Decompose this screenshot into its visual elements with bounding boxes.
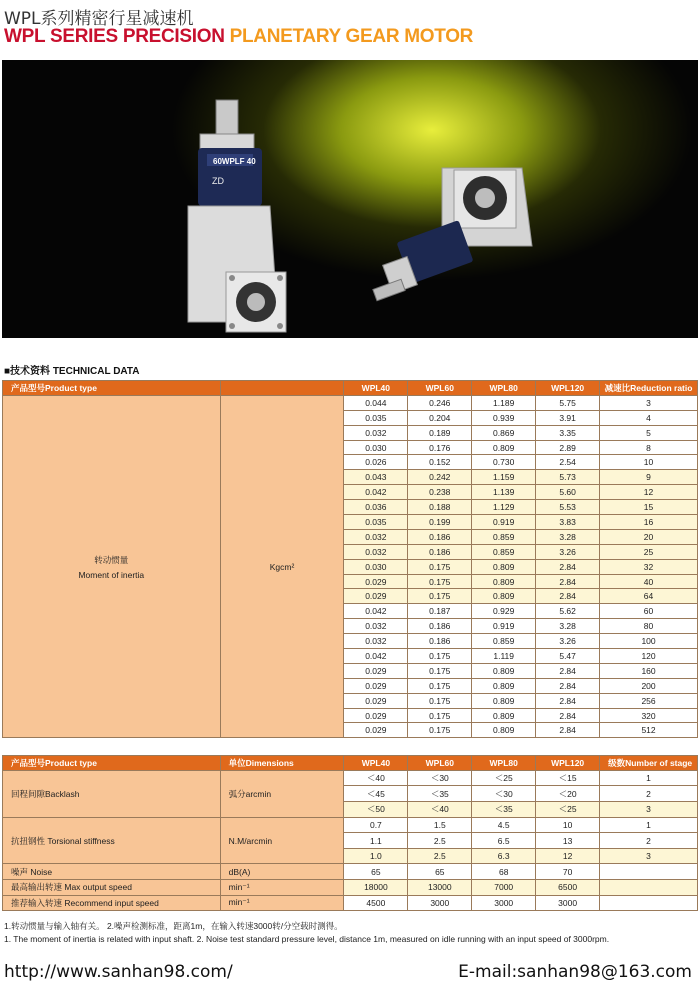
table-cell: ＜15 bbox=[536, 770, 600, 786]
table-cell: 0.859 bbox=[472, 529, 536, 544]
header-wpl80: WPL80 bbox=[472, 756, 536, 771]
header-wpl80: WPL80 bbox=[472, 381, 536, 396]
table-cell: 0.7 bbox=[344, 817, 408, 833]
note-cn: 1.转动惯量与输入轴有关。 2.噪声检测标准，距离1m，在输入转速3000转/分空载时测得。 bbox=[4, 921, 343, 931]
table-cell: 0.859 bbox=[472, 544, 536, 559]
row-unit-backlash: 弧分arcmin bbox=[220, 770, 344, 817]
footnotes bbox=[4, 920, 609, 946]
table-cell: 4.5 bbox=[472, 817, 536, 833]
table-cell: 3000 bbox=[408, 895, 472, 911]
table-cell: 0.032 bbox=[344, 619, 408, 634]
table-cell: 0.032 bbox=[344, 529, 408, 544]
table-cell: 3.26 bbox=[536, 634, 600, 649]
page-title-cn: WPL系列精密行星减速机 bbox=[4, 9, 194, 29]
header-wpl120: WPL120 bbox=[536, 381, 600, 396]
table-cell: 0.809 bbox=[472, 589, 536, 604]
reduction-ratio-cell: 4 bbox=[600, 410, 698, 425]
table-cell: 0.187 bbox=[408, 604, 472, 619]
row-label-cn: 转动惯量 bbox=[94, 554, 129, 565]
reduction-ratio-cell: 20 bbox=[600, 529, 698, 544]
table-cell: 0.238 bbox=[408, 485, 472, 500]
table-cell: 3000 bbox=[536, 895, 600, 911]
table-cell: 0.859 bbox=[472, 634, 536, 649]
row-label-rec_speed: 推荐输入转速 Recommend input speed bbox=[3, 895, 221, 911]
header-reduction-ratio: 减速比Reduction ratio bbox=[600, 381, 698, 396]
table-cell: 3.83 bbox=[536, 515, 600, 530]
reduction-ratio-cell: 200 bbox=[600, 678, 698, 693]
table-cell: 1.159 bbox=[472, 470, 536, 485]
table-cell: 70 bbox=[536, 864, 600, 880]
contact-email[interactable]: E-mail:sanhan98@163.com bbox=[458, 962, 692, 982]
table-cell: 0.042 bbox=[344, 604, 408, 619]
reduction-ratio-cell: 320 bbox=[600, 708, 698, 723]
header-wpl60: WPL60 bbox=[408, 381, 472, 396]
table-cell: 18000 bbox=[344, 880, 408, 896]
header-wpl60: WPL60 bbox=[408, 756, 472, 771]
table-cell: 0.029 bbox=[344, 574, 408, 589]
reduction-ratio-cell: 60 bbox=[600, 604, 698, 619]
table-cell: ＜45 bbox=[344, 786, 408, 802]
table-cell: 0.869 bbox=[472, 425, 536, 440]
table-cell: 0.939 bbox=[472, 410, 536, 425]
table-cell: 6500 bbox=[536, 880, 600, 896]
table-cell: 0.188 bbox=[408, 500, 472, 515]
table-cell: 0.809 bbox=[472, 678, 536, 693]
row-label-backlash: 回程间隙Backlash bbox=[3, 770, 221, 817]
table-cell: 0.035 bbox=[344, 410, 408, 425]
table-cell: 0.175 bbox=[408, 559, 472, 574]
table-cell: 6.3 bbox=[472, 848, 536, 864]
table-row bbox=[3, 880, 698, 896]
table-cell: 0.186 bbox=[408, 544, 472, 559]
title-en-part1: WPL SERIES PRECISION bbox=[4, 26, 230, 47]
reduction-ratio-cell: 10 bbox=[600, 455, 698, 470]
table-cell: 2.84 bbox=[536, 708, 600, 723]
table-cell: 0.029 bbox=[344, 589, 408, 604]
row-unit-stiffness: N.M/arcmin bbox=[220, 817, 344, 864]
reduction-ratio-cell: 32 bbox=[600, 559, 698, 574]
table-cell: 0.199 bbox=[408, 515, 472, 530]
table-cell: 0.029 bbox=[344, 693, 408, 708]
table-row bbox=[3, 895, 698, 911]
table-cell: 5.53 bbox=[536, 500, 600, 515]
table-cell: 1.5 bbox=[408, 817, 472, 833]
table-cell: 3000 bbox=[472, 895, 536, 911]
note-en: 1. The moment of inertia is related with input shaft. 2. Noise test standard pressure level, distance 1m, measured on idle running with an input speed of 3000rpm. bbox=[4, 934, 610, 944]
table-cell: 0.042 bbox=[344, 649, 408, 664]
table-cell: 1.189 bbox=[472, 395, 536, 410]
table-cell: ＜30 bbox=[408, 770, 472, 786]
table-cell: 2.5 bbox=[408, 833, 472, 849]
gear-motor-illustration bbox=[2, 60, 698, 338]
table-cell: 1.1 bbox=[344, 833, 408, 849]
table-cell: 5.75 bbox=[536, 395, 600, 410]
section-heading: ■技术资料 TECHNICAL DATA bbox=[4, 366, 140, 377]
row-label-max_speed: 最高输出转速 Max output speed bbox=[3, 880, 221, 896]
table-cell: 65 bbox=[408, 864, 472, 880]
table-cell: ＜35 bbox=[408, 786, 472, 802]
reduction-ratio-cell: 16 bbox=[600, 515, 698, 530]
table-header-row bbox=[3, 756, 698, 771]
table-cell: 10 bbox=[536, 817, 600, 833]
header-blank bbox=[220, 381, 344, 396]
table-cell: ＜40 bbox=[408, 802, 472, 818]
reduction-ratio-cell: 40 bbox=[600, 574, 698, 589]
table-cell: 5.47 bbox=[536, 649, 600, 664]
table-cell: 0.186 bbox=[408, 619, 472, 634]
table-cell: 0.809 bbox=[472, 574, 536, 589]
table-cell: 0.036 bbox=[344, 500, 408, 515]
table-row bbox=[3, 817, 698, 833]
stage-cell-empty bbox=[600, 864, 698, 880]
table-cell: 0.929 bbox=[472, 604, 536, 619]
header-wpl40: WPL40 bbox=[344, 756, 408, 771]
row-unit-noise: dB(A) bbox=[220, 864, 344, 880]
table-cell: 2.84 bbox=[536, 589, 600, 604]
row-label-moment-of-inertia bbox=[3, 395, 221, 737]
table-cell: 2.54 bbox=[536, 455, 600, 470]
table-cell: 1.0 bbox=[344, 848, 408, 864]
table-cell: ＜25 bbox=[472, 770, 536, 786]
table-cell: 0.035 bbox=[344, 515, 408, 530]
header-wpl120: WPL120 bbox=[536, 756, 600, 771]
table-cell: 5.62 bbox=[536, 604, 600, 619]
table-header-row bbox=[3, 381, 698, 396]
header-dimensions: 单位Dimensions bbox=[220, 756, 344, 771]
reduction-ratio-cell: 160 bbox=[600, 663, 698, 678]
reduction-ratio-cell: 8 bbox=[600, 440, 698, 455]
stage-cell-empty bbox=[600, 880, 698, 896]
table-cell: 0.029 bbox=[344, 663, 408, 678]
reduction-ratio-cell: 5 bbox=[600, 425, 698, 440]
table-cell: 2.89 bbox=[536, 440, 600, 455]
row-unit: Kgcm² bbox=[220, 395, 344, 737]
table-cell: 0.175 bbox=[408, 723, 472, 738]
stage-cell: 2 bbox=[600, 833, 698, 849]
table-cell: 0.030 bbox=[344, 440, 408, 455]
table-cell: 0.809 bbox=[472, 708, 536, 723]
table-cell: 0.030 bbox=[344, 559, 408, 574]
stage-cell: 1 bbox=[600, 817, 698, 833]
table-cell: 3.35 bbox=[536, 425, 600, 440]
table-cell: 0.176 bbox=[408, 440, 472, 455]
table-cell: ＜30 bbox=[472, 786, 536, 802]
table-cell: 0.152 bbox=[408, 455, 472, 470]
table-cell: 2.84 bbox=[536, 574, 600, 589]
table-cell: 13 bbox=[536, 833, 600, 849]
table-cell: 1.119 bbox=[472, 649, 536, 664]
table-row bbox=[3, 395, 698, 410]
reduction-ratio-cell: 80 bbox=[600, 619, 698, 634]
table-cell: ＜50 bbox=[344, 802, 408, 818]
table-cell: 13000 bbox=[408, 880, 472, 896]
table-cell: 7000 bbox=[472, 880, 536, 896]
reduction-ratio-cell: 25 bbox=[600, 544, 698, 559]
table-cell: 0.204 bbox=[408, 410, 472, 425]
reduction-ratio-cell: 100 bbox=[600, 634, 698, 649]
table-row bbox=[3, 770, 698, 786]
table-cell: 0.189 bbox=[408, 425, 472, 440]
table-cell: ＜20 bbox=[536, 786, 600, 802]
table-cell: 0.186 bbox=[408, 634, 472, 649]
reduction-ratio-cell: 12 bbox=[600, 485, 698, 500]
row-label-en: Moment of inertia bbox=[78, 569, 145, 580]
table-cell: ＜40 bbox=[344, 770, 408, 786]
title-en-part2: PLANETARY GEAR MOTOR bbox=[229, 26, 474, 47]
table-cell: 2.84 bbox=[536, 693, 600, 708]
table-cell: 2.84 bbox=[536, 678, 600, 693]
table-cell: 0.029 bbox=[344, 678, 408, 693]
table-cell: 0.175 bbox=[408, 589, 472, 604]
table-cell: 0.029 bbox=[344, 708, 408, 723]
table-cell: 2.84 bbox=[536, 559, 600, 574]
table-cell: 0.175 bbox=[408, 678, 472, 693]
table-cell: 1.139 bbox=[472, 485, 536, 500]
table-cell: 0.242 bbox=[408, 470, 472, 485]
table-cell: 3.28 bbox=[536, 529, 600, 544]
page-title-en bbox=[4, 26, 473, 48]
reduction-ratio-cell: 256 bbox=[600, 693, 698, 708]
table-cell: 0.809 bbox=[472, 693, 536, 708]
brand-logo: ZD bbox=[212, 176, 224, 186]
table-cell: 0.175 bbox=[408, 693, 472, 708]
table-cell: ＜25 bbox=[536, 802, 600, 818]
table-cell: 0.043 bbox=[344, 470, 408, 485]
table-cell: 0.032 bbox=[344, 425, 408, 440]
stage-cell: 1 bbox=[600, 770, 698, 786]
row-label-noise: 噪声 Noise bbox=[3, 864, 221, 880]
table-cell: 0.175 bbox=[408, 708, 472, 723]
table-cell: 4500 bbox=[344, 895, 408, 911]
table-cell: 0.042 bbox=[344, 485, 408, 500]
header-product-type: 产品型号Product type bbox=[3, 756, 221, 771]
stage-cell: 3 bbox=[600, 848, 698, 864]
table-cell: 3.26 bbox=[536, 544, 600, 559]
table-cell: 0.809 bbox=[472, 559, 536, 574]
table-cell: 3.91 bbox=[536, 410, 600, 425]
table-cell: ＜35 bbox=[472, 802, 536, 818]
table-cell: 0.032 bbox=[344, 634, 408, 649]
reduction-ratio-cell: 15 bbox=[600, 500, 698, 515]
table-cell: 0.919 bbox=[472, 619, 536, 634]
header-number-of-stage: 级数Number of stage bbox=[600, 756, 698, 771]
row-label-stiffness: 抗扭钢性 Torsional stiffness bbox=[3, 817, 221, 864]
table-cell: 0.026 bbox=[344, 455, 408, 470]
table-cell: 0.044 bbox=[344, 395, 408, 410]
table-cell: 0.246 bbox=[408, 395, 472, 410]
row-unit-rec_speed: min⁻¹ bbox=[220, 895, 344, 911]
table-row bbox=[3, 864, 698, 880]
performance-table bbox=[2, 755, 698, 911]
product-label: 60WPLF 40 bbox=[213, 157, 256, 166]
row-unit-max_speed: min⁻¹ bbox=[220, 880, 344, 896]
table-cell: 0.029 bbox=[344, 723, 408, 738]
table-cell: 68 bbox=[472, 864, 536, 880]
header-product-type: 产品型号Product type bbox=[3, 381, 221, 396]
table-cell: 2.84 bbox=[536, 663, 600, 678]
table-cell: 3.28 bbox=[536, 619, 600, 634]
table-cell: 2.84 bbox=[536, 723, 600, 738]
table-cell: 2.5 bbox=[408, 848, 472, 864]
reduction-ratio-cell: 120 bbox=[600, 649, 698, 664]
table-cell: 12 bbox=[536, 848, 600, 864]
table-cell: 1.129 bbox=[472, 500, 536, 515]
reduction-ratio-cell: 64 bbox=[600, 589, 698, 604]
table-cell: 0.730 bbox=[472, 455, 536, 470]
stage-cell: 3 bbox=[600, 802, 698, 818]
stage-cell: 2 bbox=[600, 786, 698, 802]
table-cell: 0.809 bbox=[472, 723, 536, 738]
table-cell: 0.032 bbox=[344, 544, 408, 559]
reduction-ratio-cell: 9 bbox=[600, 470, 698, 485]
inertia-table bbox=[2, 380, 698, 738]
table-cell: 6.5 bbox=[472, 833, 536, 849]
table-cell: 0.175 bbox=[408, 663, 472, 678]
table-cell: 65 bbox=[344, 864, 408, 880]
website-url[interactable]: http://www.sanhan98.com/ bbox=[4, 962, 233, 982]
table-cell: 0.186 bbox=[408, 529, 472, 544]
table-cell: 0.175 bbox=[408, 574, 472, 589]
header-wpl40: WPL40 bbox=[344, 381, 408, 396]
table-cell: 0.809 bbox=[472, 440, 536, 455]
table-cell: 0.919 bbox=[472, 515, 536, 530]
reduction-ratio-cell: 3 bbox=[600, 395, 698, 410]
table-cell: 0.809 bbox=[472, 663, 536, 678]
table-cell: 5.60 bbox=[536, 485, 600, 500]
reduction-ratio-cell: 512 bbox=[600, 723, 698, 738]
stage-cell-empty bbox=[600, 895, 698, 911]
table-cell: 0.175 bbox=[408, 649, 472, 664]
table-cell: 5.73 bbox=[536, 470, 600, 485]
product-photo bbox=[2, 60, 698, 338]
